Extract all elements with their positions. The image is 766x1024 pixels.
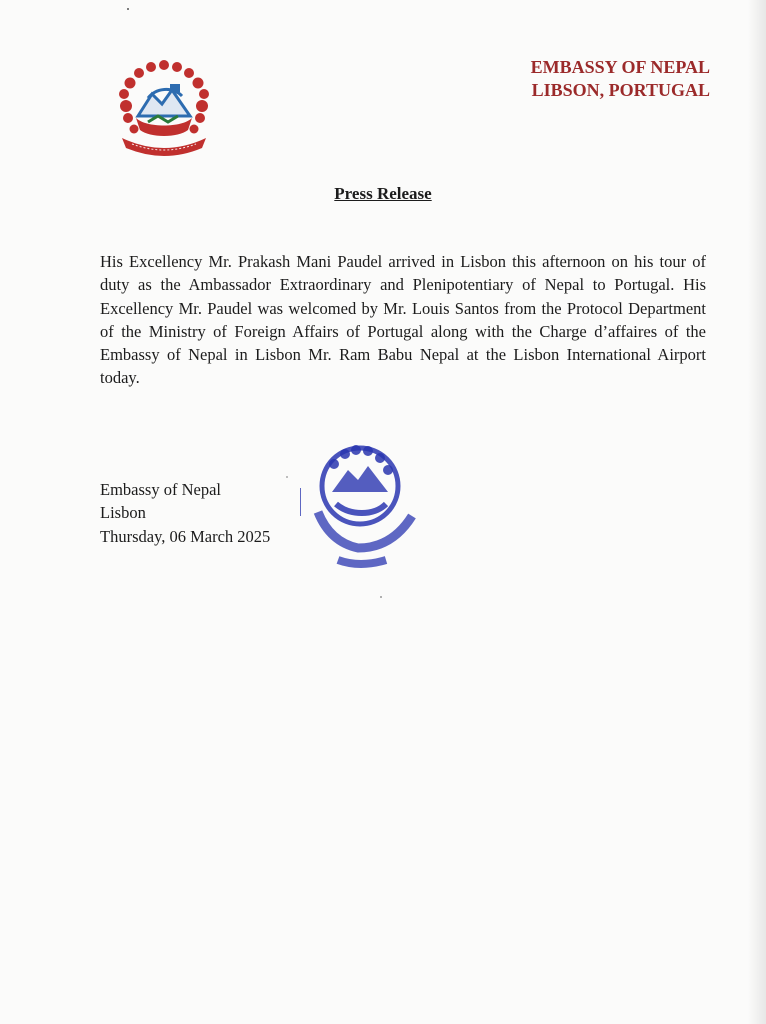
closing-city: Lisbon <box>100 503 146 523</box>
embassy-stamp-icon <box>300 420 430 580</box>
closing-block <box>100 478 320 548</box>
embassy-name: EMBASSY OF NEPAL <box>530 57 710 77</box>
embassy-location: LIBSON, PORTUGAL <box>531 80 710 100</box>
closing-date: Thursday, 06 March 2025 <box>100 526 271 546</box>
embassy-header <box>470 56 710 102</box>
document-title <box>0 184 766 204</box>
body-paragraph: His Excellency Mr. Prakash Mani Paudel arrived in Lisbon this afternoon on his tour of duty as the Ambassador Extraordinary and Plenipotentiary of Nepal to Portugal. His Excellency Mr. Paudel was welcomed by Mr. Louis Santos from the Protocol Department of the Ministry of Foreign Affairs of Portugal along with the Charge d’affaires of the Embassy of Nepal in Lisbon Mr. Ram Babu Nepal at the Lisbon International Airport today. <box>100 252 706 388</box>
paper-speck <box>286 476 288 478</box>
paper-speck <box>380 596 382 598</box>
nepal-coat-of-arms-icon <box>112 58 216 158</box>
paper-speck <box>127 8 129 10</box>
page-edge-shadow <box>748 0 766 1024</box>
closing-org: Embassy of Nepal <box>100 480 221 499</box>
title-text: Press Release <box>334 184 432 203</box>
